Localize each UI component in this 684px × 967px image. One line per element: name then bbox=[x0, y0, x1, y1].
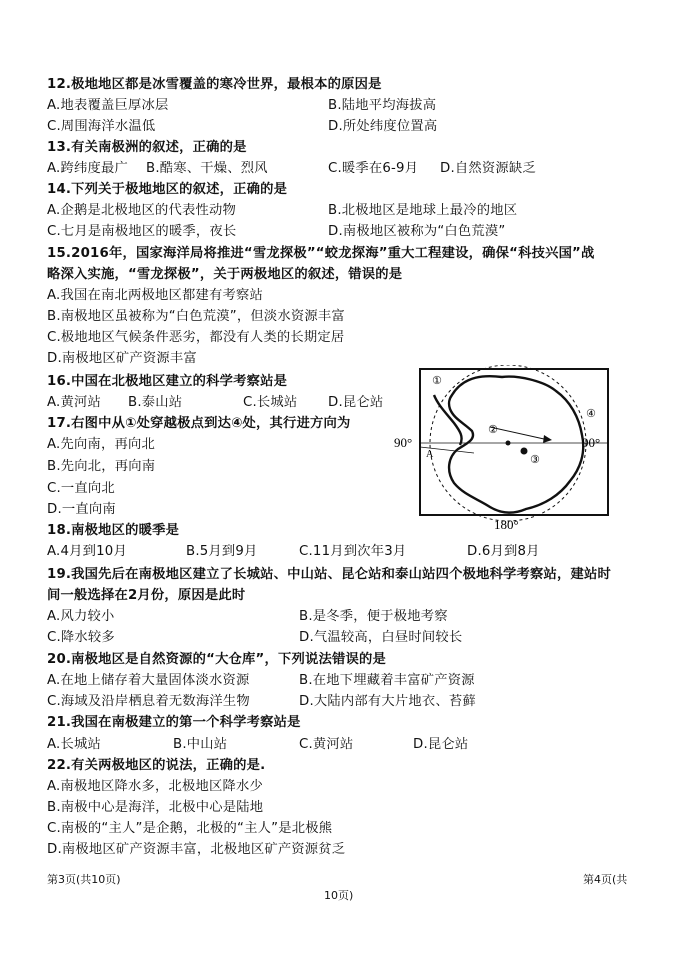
q12-stem: 12.极地地区都是冰雪覆盖的寒冷世界，最根本的原因是 bbox=[47, 77, 382, 92]
q15-option-d[interactable]: D.南极地区矿产资源丰富 bbox=[47, 351, 197, 366]
q21-option-d[interactable]: D.昆仑站 bbox=[413, 737, 469, 752]
q17-stem: 17.右图中从①处穿越极点到达④处，其行进方向为 bbox=[47, 416, 351, 431]
q22-option-d[interactable]: D.南极地区矿产资源丰富，北极地区矿产资源贫乏 bbox=[47, 842, 346, 857]
q18-option-a[interactable]: A.4月到10月 bbox=[47, 544, 127, 559]
q16-option-c[interactable]: C.长城站 bbox=[243, 395, 298, 410]
q17-option-b[interactable]: B.先向北，再向南 bbox=[47, 459, 156, 474]
south-pole-dot bbox=[506, 441, 511, 446]
q22-option-c[interactable]: C.南极的“主人”是企鹅，北极的“主人”是北极熊 bbox=[47, 821, 333, 836]
map-label-90-right: 90° bbox=[582, 435, 601, 450]
q17-option-a[interactable]: A.先向南，再向北 bbox=[47, 437, 155, 452]
q22-option-a[interactable]: A.南极地区降水多，北极地区降水少 bbox=[47, 779, 263, 794]
q14-option-b[interactable]: B.北极地区是地球上最冷的地区 bbox=[328, 203, 518, 218]
q14-option-a[interactable]: A.企鹅是北极地区的代表性动物 bbox=[47, 203, 236, 218]
q12-option-a[interactable]: A.地表覆盖巨厚冰层 bbox=[47, 98, 169, 113]
q13-option-c[interactable]: C.暖季在6-9月 bbox=[328, 161, 419, 176]
q13-stem: 13.有关南极洲的叙述，正确的是 bbox=[47, 140, 247, 155]
q20-option-c[interactable]: C.海域及沿岸栖息着无数海洋生物 bbox=[47, 694, 250, 709]
route-line bbox=[490, 427, 544, 439]
q16-option-b[interactable]: B.泰山站 bbox=[128, 395, 183, 410]
route-arrow bbox=[543, 435, 552, 443]
q14-option-d[interactable]: D.南极地区被称为“白色荒漠” bbox=[328, 224, 506, 239]
q19-option-c[interactable]: C.降水较多 bbox=[47, 630, 115, 645]
q12-option-c[interactable]: C.周围海洋水温低 bbox=[47, 119, 156, 134]
q17-option-c[interactable]: C.一直向北 bbox=[47, 481, 115, 496]
q21-option-a[interactable]: A.长城站 bbox=[47, 737, 101, 752]
q13-option-a[interactable]: A.跨纬度最广 bbox=[47, 161, 128, 176]
q20-option-d[interactable]: D.大陆内部有大片地衣、苔藓 bbox=[299, 694, 476, 709]
q17-option-d[interactable]: D.一直向南 bbox=[47, 502, 116, 517]
q15-option-b[interactable]: B.南极地区虽被称为“白色荒漠”，但淡水资源丰富 bbox=[47, 309, 345, 324]
q21-option-c[interactable]: C.黄河站 bbox=[299, 737, 354, 752]
map-label-180: 180° bbox=[494, 517, 519, 532]
q18-stem: 18.南极地区的暖季是 bbox=[47, 523, 180, 538]
q14-stem: 14.下列关于极地地区的叙述，正确的是 bbox=[47, 182, 288, 197]
map-label-a: A bbox=[426, 449, 434, 460]
antarctica-polar-map bbox=[394, 365, 612, 533]
footer-page-right: 第4页(共 bbox=[583, 873, 628, 886]
q19-option-d[interactable]: D.气温较高，白昼时间较长 bbox=[299, 630, 463, 645]
map-marker-2: ② bbox=[488, 423, 498, 436]
q22-option-b[interactable]: B.南极中心是海洋，北极中心是陆地 bbox=[47, 800, 264, 815]
q16-stem: 16.中国在北极地区建立的科学考察站是 bbox=[47, 374, 288, 389]
q12-option-d[interactable]: D.所处纬度位置高 bbox=[328, 119, 438, 134]
q13-option-d[interactable]: D.自然资源缺乏 bbox=[440, 161, 536, 176]
station-dot bbox=[521, 448, 528, 455]
q20-option-b[interactable]: B.在地下埋藏着丰富矿产资源 bbox=[299, 673, 475, 688]
q19-option-a[interactable]: A.风力较小 bbox=[47, 609, 115, 624]
footer-page-left: 第3页(共10页) bbox=[47, 873, 121, 886]
map-marker-3: ③ bbox=[530, 453, 540, 466]
q15-stem-line2: 略深入实施，“雪龙探极”，关于两极地区的叙述，错误的是 bbox=[47, 267, 403, 282]
q15-option-a[interactable]: A.我国在南北两极地区都建有考察站 bbox=[47, 288, 263, 303]
q19-option-b[interactable]: B.是冬季，便于极地考察 bbox=[299, 609, 448, 624]
map-marker-4: ④ bbox=[586, 407, 596, 420]
q20-option-a[interactable]: A.在地上储存着大量固体淡水资源 bbox=[47, 673, 250, 688]
q14-option-c[interactable]: C.七月是南极地区的暖季，夜长 bbox=[47, 224, 237, 239]
q13-option-b[interactable]: B.酷寒、干燥、烈风 bbox=[146, 161, 268, 176]
q19-stem-line2: 间一般选择在2月份，原因是此时 bbox=[47, 588, 246, 603]
q16-option-d[interactable]: D.昆仑站 bbox=[328, 395, 384, 410]
q18-option-c[interactable]: C.11月到次年3月 bbox=[299, 544, 407, 559]
q15-option-c[interactable]: C.极地地区气候条件恶劣，都没有人类的长期定居 bbox=[47, 330, 345, 345]
q21-option-b[interactable]: B.中山站 bbox=[173, 737, 228, 752]
q21-stem: 21.我国在南极建立的第一个科学考察站是 bbox=[47, 715, 301, 730]
q22-stem: 22.有关两极地区的说法，正确的是. bbox=[47, 758, 266, 773]
q15-stem-line1: 15.2016年，国家海洋局将推进“雪龙探极”“蛟龙探海”重大工程建设，确保“科技兴国”战 bbox=[47, 246, 595, 261]
q19-stem-line1: 19.我国先后在南极地区建立了长城站、中山站、昆仑站和泰山站四个极地科学考察站，建站时 bbox=[47, 567, 612, 582]
q20-stem: 20.南极地区是自然资源的“大仓库”，下列说法错误的是 bbox=[47, 652, 386, 667]
q16-option-a[interactable]: A.黄河站 bbox=[47, 395, 101, 410]
map-marker-1: ① bbox=[432, 374, 442, 387]
q18-option-d[interactable]: D.6月到8月 bbox=[467, 544, 540, 559]
q12-option-b[interactable]: B.陆地平均海拔高 bbox=[328, 98, 437, 113]
q18-option-b[interactable]: B.5月到9月 bbox=[186, 544, 258, 559]
footer-page-center: 10页) bbox=[324, 889, 354, 902]
map-label-90-left: 90° bbox=[394, 435, 413, 450]
map-frame bbox=[420, 369, 608, 515]
